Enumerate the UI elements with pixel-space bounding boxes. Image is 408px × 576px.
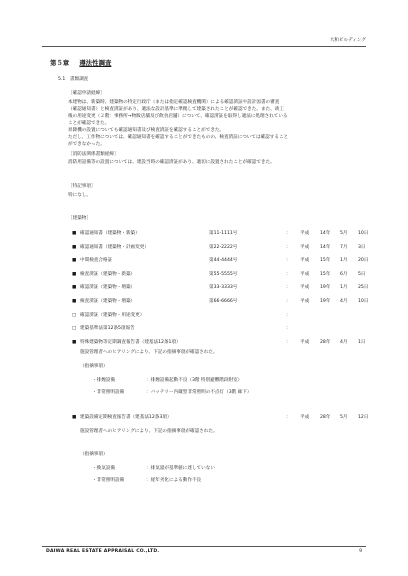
finding-text: ：排煙設備起動不良（3階 特別避難階段附室） <box>146 378 243 383</box>
record-row <box>72 340 372 346</box>
record-day: 1日 <box>358 339 366 345</box>
record-row <box>72 231 372 237</box>
fire-line: 消防用設備等の設置については、建設当時の確認済証があり、適切に設置されたことが確認できた。 <box>68 160 275 165</box>
record-day: 20日 <box>358 258 369 264</box>
record-name: 特殊建築物等定期調査報告書（建基法12条1項） <box>80 339 181 345</box>
fire-heading: ［消防法関係書類経緯］ <box>68 152 119 157</box>
record-number: 第11-1111号 <box>209 231 238 236</box>
notes-heading: ［特記事項］ <box>68 184 96 189</box>
finding-label: ・非常照明設備 <box>92 478 125 483</box>
record-name: 確認通知書（建築物・計画変更） <box>80 244 149 250</box>
footer-rule <box>42 546 366 547</box>
record-name: 確認済証（建築物・用途変更） <box>80 312 145 318</box>
confirmation-line: ができなかった。 <box>68 142 105 147</box>
record-mark: ■ <box>72 415 77 420</box>
confirmation-line: 本建物は、新築時、建築物の特定行政庁（または指定確認検査機関）による確認済証や設計図書の審査 <box>68 100 280 105</box>
record-era: 平成 <box>300 244 310 250</box>
record-name: 建築基準法第12条5項報告 <box>80 326 135 332</box>
findings-heading-1: （指摘事項） <box>80 364 108 369</box>
record-day: 12日 <box>358 415 369 420</box>
finding-item <box>92 378 242 384</box>
record-name: 建築設備定期検査報告書（建基法12条3項） <box>80 415 172 420</box>
record-year: 19年 <box>320 299 331 304</box>
header-rule <box>42 46 366 47</box>
record-year: 14年 <box>320 244 331 250</box>
record-name: 検査済証（建築物・新築） <box>80 271 136 277</box>
confirmation-heading: ［確認申請経緯］ <box>68 91 105 96</box>
record-number: 第55-5555号 <box>209 271 238 277</box>
record-era: 平成 <box>300 339 310 345</box>
finding-label: ・排煙設備 <box>92 378 115 383</box>
record-row-periodic-2 <box>72 415 372 421</box>
record-number: 第22-2222号 <box>209 244 238 250</box>
record-year: 19年 <box>320 285 331 291</box>
finding-text: ：排気量が基準値に達していない <box>146 466 215 471</box>
record-number: 第33-3333号 <box>209 285 238 291</box>
record-month: 1月 <box>340 285 348 291</box>
record-sep: ： <box>286 285 291 291</box>
record-mark: ■ <box>72 299 77 304</box>
record-number: 第66-6666号 <box>209 299 238 304</box>
record-day: 3日 <box>358 244 366 250</box>
record-name: 中間検査合格証 <box>80 258 113 264</box>
record-month: 5月 <box>340 231 348 236</box>
confirmation-line: 昇降機の設置についても確認通知書及び検査済証を確認することができた。 <box>68 128 225 133</box>
record-mark: ■ <box>72 339 77 345</box>
record-era: 平成 <box>300 258 310 264</box>
record-row <box>72 299 372 305</box>
record-month: 7月 <box>340 244 348 250</box>
finding-item <box>92 390 251 396</box>
record-row <box>72 285 372 291</box>
confirmation-line: ことが確認できた。 <box>68 121 110 126</box>
record-month: 4月 <box>340 339 348 345</box>
record-sep: ： <box>286 258 291 264</box>
finding-item <box>92 478 201 484</box>
record-mark: ■ <box>72 285 77 291</box>
record-era: 平成 <box>300 271 310 277</box>
record-year: 28年 <box>320 339 331 345</box>
record-sep: ： <box>286 244 291 250</box>
record-row <box>72 313 372 319</box>
record-sep: ： <box>286 299 291 304</box>
record-month: 5月 <box>340 415 348 420</box>
building-heading: ［建築物］ <box>68 216 91 221</box>
record-sep: ： <box>286 271 291 277</box>
record-sep: ： <box>286 231 291 236</box>
record-row <box>72 272 372 278</box>
record-mark: □ <box>72 312 77 318</box>
record-row <box>72 245 372 251</box>
record-name: 確認済証（建築物・増築） <box>80 285 136 291</box>
record-year: 14年 <box>320 231 331 236</box>
confirmation-line: ただし、工作物については、確認通知書を確認することができたものの、検査済証については確認すること <box>68 135 289 140</box>
page-number: 9 <box>359 549 362 554</box>
record-year: 15年 <box>320 258 331 264</box>
record-day: 5日 <box>358 271 366 277</box>
confirmation-body <box>68 99 288 148</box>
record-day: 25日 <box>358 285 369 291</box>
finding-label: ・換気設備 <box>92 466 115 471</box>
chapter-name: 遵法性調査 <box>79 59 112 67</box>
footer-company: DAIWA REAL ESTATE APPRAISAL CO.,LTD. <box>46 549 160 554</box>
finding-text: ：経年劣化による動作不良 <box>146 478 202 483</box>
record-row <box>72 326 372 332</box>
section-title: 5.1 書類調査 <box>58 77 89 82</box>
chapter-number: 第５章 <box>50 59 70 67</box>
record-month: 4月 <box>340 299 348 304</box>
record-era: 平成 <box>300 415 310 420</box>
findings-heading-2: （指摘事項） <box>80 452 108 457</box>
record-month: 1月 <box>340 258 348 264</box>
record-name: 検査済証（建築物・増築） <box>80 299 136 304</box>
fire-body <box>68 159 275 166</box>
hearing-text-1: 施設管理者へのヒアリングにより、下記の指摘事項が確認された。 <box>80 350 218 355</box>
record-name: 確認通知書（建築物・新築） <box>80 231 140 236</box>
notes-text: 特になし。 <box>68 193 91 198</box>
record-sep: ： <box>286 339 291 345</box>
finding-text: ：バッテリー内蔵型非常照明の不点灯（3階 廊下） <box>146 390 252 395</box>
record-mark: □ <box>72 326 77 332</box>
record-era: 平成 <box>300 231 310 236</box>
record-era: 平成 <box>300 299 310 304</box>
record-row <box>72 258 372 264</box>
record-month: 6月 <box>340 271 348 277</box>
finding-item <box>92 466 215 472</box>
record-year: 28年 <box>320 415 331 420</box>
header-company: 大和ビルディング <box>329 38 366 43</box>
hearing-text-2: 施設管理者へのヒアリングにより、下記の指摘事項が確認された。 <box>80 429 218 434</box>
chapter-title <box>50 58 111 67</box>
record-number: 第44-4444号 <box>209 258 238 264</box>
record-day: 10日 <box>358 231 369 236</box>
record-mark: ■ <box>72 271 77 277</box>
record-mark: ■ <box>72 244 77 250</box>
record-mark: ■ <box>72 258 77 264</box>
record-day: 10日 <box>358 299 369 304</box>
confirmation-line: （確認通知書）と検査済証があり、適法な設計基準に準拠して建築されたことが確認できた。また、竣工 <box>68 107 284 112</box>
record-mark: ■ <box>72 231 77 236</box>
finding-label: ・非常照明設備 <box>92 390 125 395</box>
record-sep: ： <box>286 415 291 420</box>
record-sep: ： <box>286 326 291 332</box>
record-sep: ： <box>286 312 291 318</box>
confirmation-line: 後の用途変更（２階：事務所→物販店舗及び飲食店舗）について、確認済証を取得し適法に処理されている <box>68 114 288 119</box>
record-era: 平成 <box>300 285 310 291</box>
record-year: 15年 <box>320 271 331 277</box>
